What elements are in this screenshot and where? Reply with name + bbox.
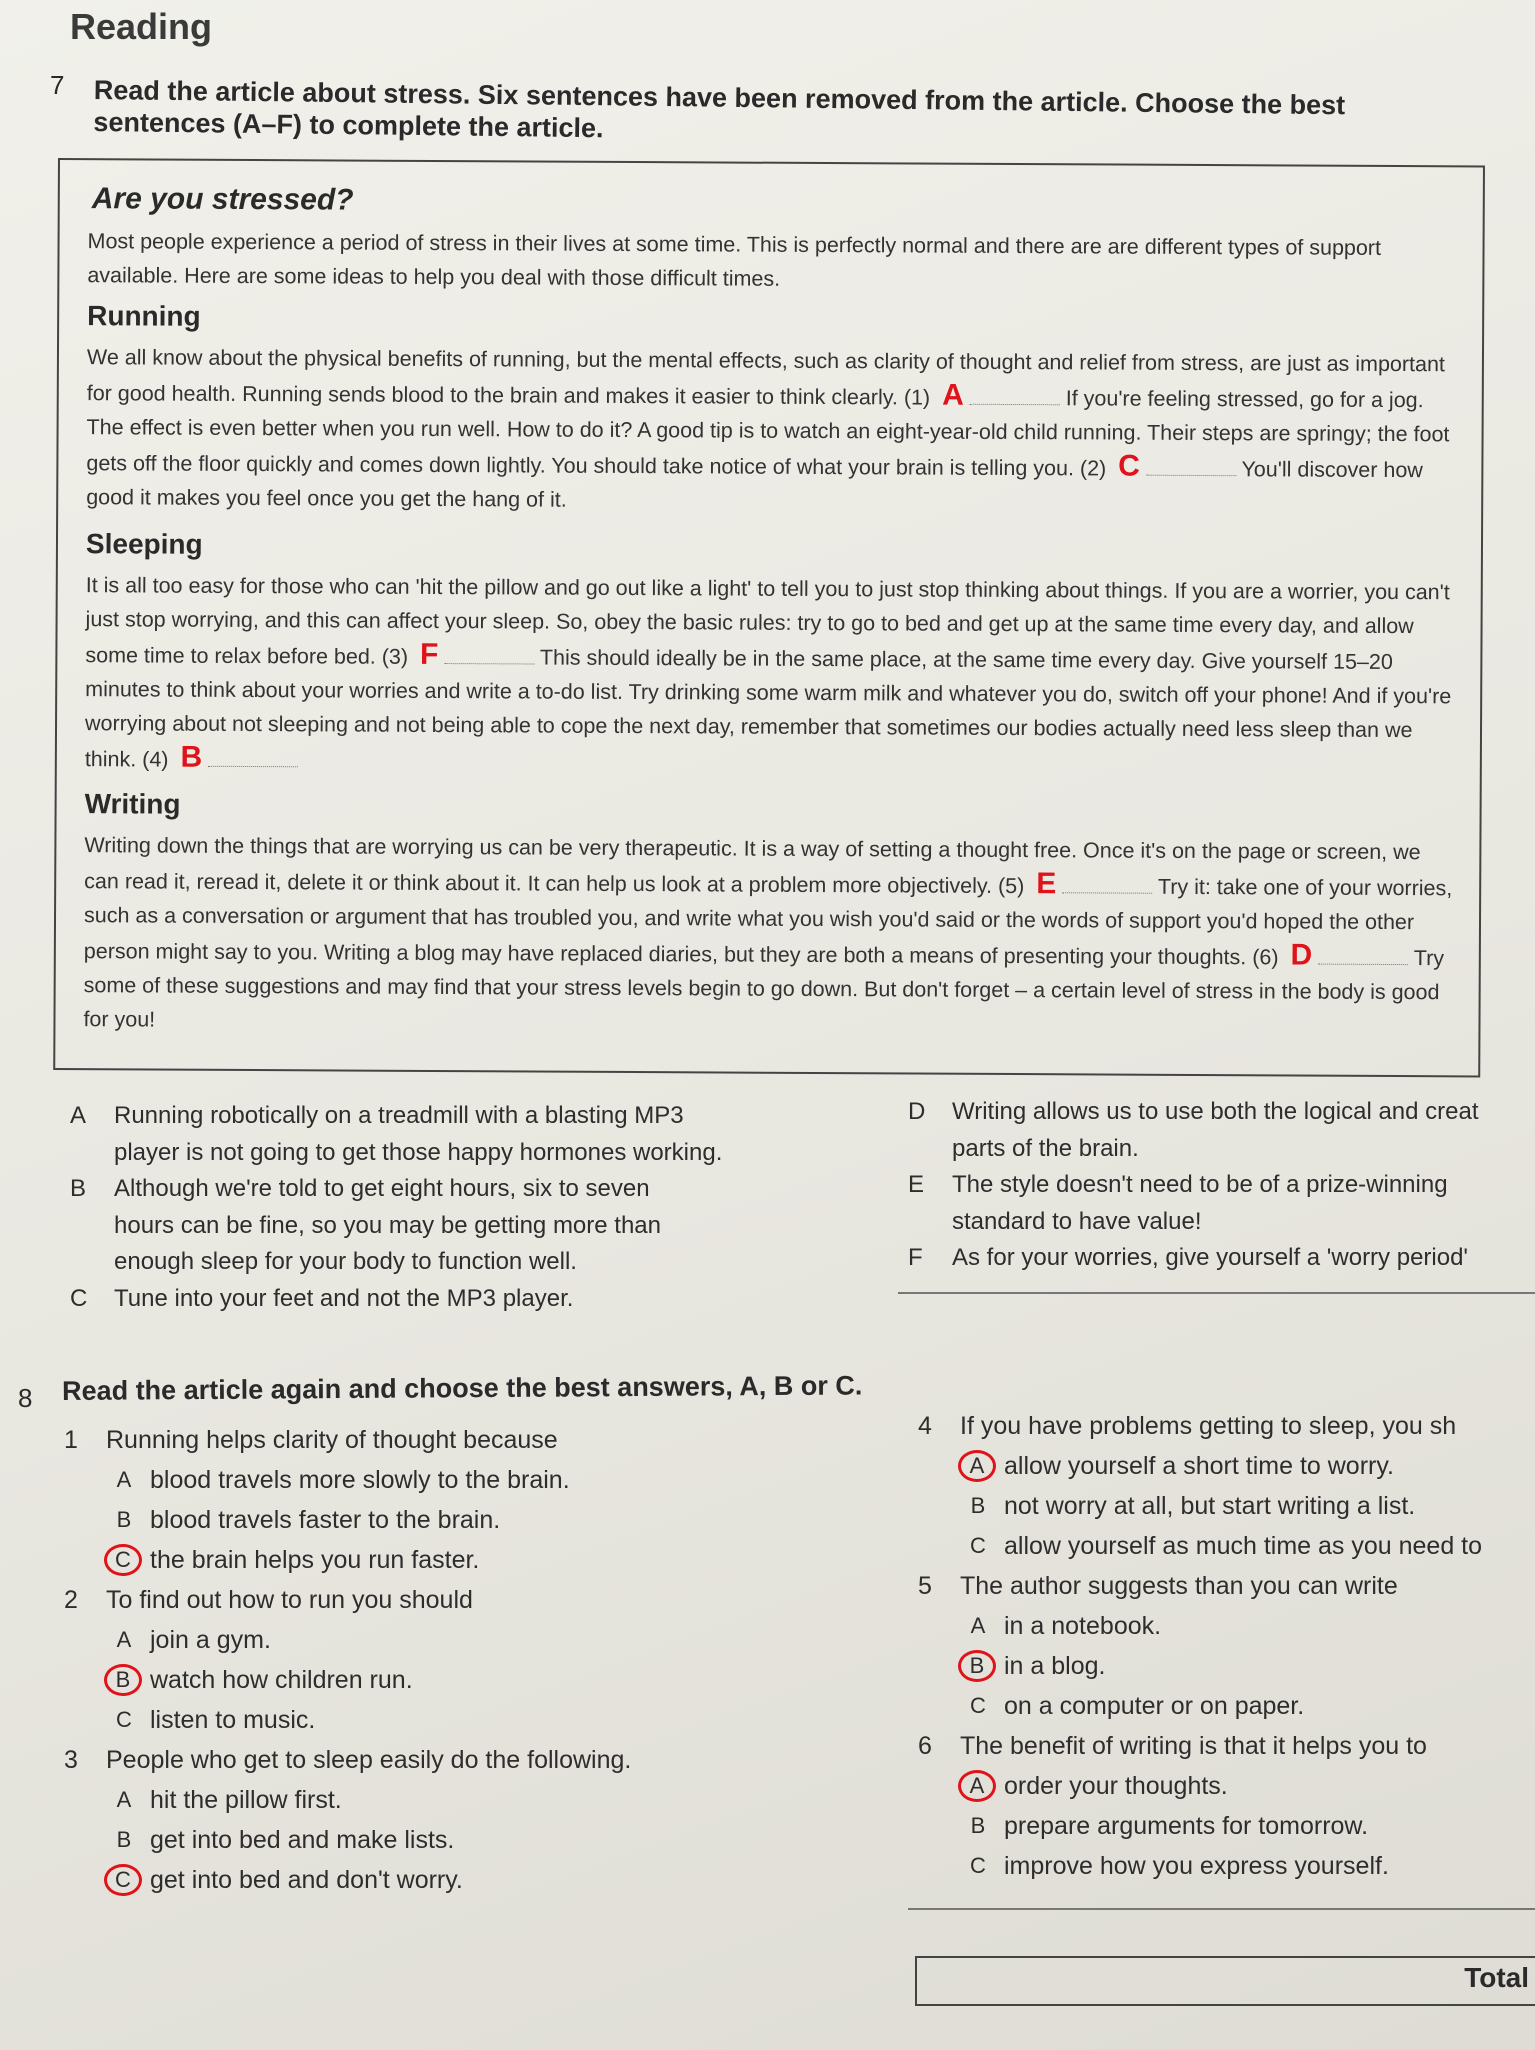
- choice-letter: C: [970, 1853, 986, 1878]
- question-text: The benefit of writing is that it helps you to: [960, 1732, 1427, 1760]
- option-line: Running robotically on a treadmill with a blasting MP3: [114, 1102, 684, 1129]
- selected-choice-circle: A: [958, 1770, 996, 1802]
- choice-text: watch how children run.: [150, 1666, 413, 1694]
- sentence-options-right: [908, 1094, 1535, 1277]
- article-box: [53, 158, 1485, 1077]
- sentence-option: [908, 1240, 1535, 1277]
- choice-letter: B: [116, 1827, 132, 1852]
- choice-letter: B: [116, 1507, 132, 1532]
- choice-text: join a gym.: [150, 1626, 271, 1654]
- questions-left: [64, 1420, 844, 1900]
- total-score-box: [915, 1956, 1535, 2006]
- option-letter: E: [908, 1171, 925, 1198]
- choice-letter: A: [970, 1613, 986, 1638]
- option-line: parts of the brain.: [952, 1134, 1139, 1162]
- sentence-option: [70, 1171, 870, 1281]
- option-line: enough sleep for your body to function well.: [114, 1248, 577, 1275]
- exercise-7-number: 7: [50, 70, 65, 100]
- writing-text-2: Try it: take one of your worries, such as a conversation or argument that has troubled you, and write what you wish you'd said or the words of support you'd hoped the other person might say to you. Writing a blog may have replaced diaries, but they are both a means of presenting your thoughts. (6): [83, 874, 1453, 970]
- choice-text: improve how you express yourself.: [1004, 1852, 1389, 1880]
- choice-text: in a notebook.: [1004, 1612, 1162, 1640]
- section-heading-writing: Writing: [84, 788, 181, 820]
- choice-option-selected[interactable]: [64, 1660, 844, 1700]
- section-text-sleeping: [85, 568, 1456, 783]
- page-heading: Reading: [70, 6, 213, 47]
- sleeping-text-1: It is all too easy for those who can 'hit the pillow and go out like a light' to tell you to just stop thinking about things. If you are a worrier, you can't just stop worrying, and this can affect your sleep. So, obey the basic rules: try to go to bed and get up at the same time every day, and allow some time to relax before bed. (3): [85, 573, 1450, 669]
- selected-choice-circle: B: [958, 1650, 996, 1682]
- choice-option[interactable]: [64, 1460, 844, 1500]
- choice-text: allow yourself as much time as you need to: [1004, 1532, 1483, 1560]
- total-label: Total: [1464, 1962, 1529, 1993]
- option-line: standard to have value!: [952, 1207, 1202, 1235]
- option-letter: B: [70, 1175, 87, 1202]
- gap-4: [208, 766, 298, 767]
- choice-text: on a computer or on paper.: [1004, 1692, 1305, 1720]
- option-line: hours can be fine, so you may be getting more than: [114, 1211, 661, 1239]
- choice-option[interactable]: [918, 1526, 1535, 1566]
- sentence-options-left: [70, 1098, 870, 1317]
- answer-mark-4: B: [180, 740, 203, 774]
- question-stem: [64, 1580, 844, 1620]
- choice-text: not worry at all, but start writing a list.: [1004, 1492, 1416, 1520]
- gap-3: [444, 663, 534, 664]
- sleeping-text-2: This should ideally be in the same place, at the same time every day. Give yourself 15–20 minutes to think about your worries and write a to-do list. Try drinking some warm milk and whatever you do, switch off your phone! And if you're worrying about not sleeping and not being able to cope the next day, remember that sometimes our bodies actually need less sleep than we think. (4): [84, 645, 1452, 772]
- question-stem: [64, 1420, 844, 1460]
- choice-letter: A: [116, 1467, 132, 1492]
- exercise-7-instruction: Read the article about stress. Six sentences have been removed from the article. Choose the best sentences (A–F) to complete the article.: [93, 74, 1346, 144]
- gap-5: [1062, 892, 1152, 893]
- answer-line: [898, 1292, 1535, 1294]
- answer-mark-1: A: [942, 378, 964, 412]
- question-number: 5: [918, 1572, 932, 1600]
- choice-option-selected[interactable]: [918, 1766, 1535, 1806]
- question-text: The author suggests than you can write: [960, 1572, 1398, 1600]
- answer-mark-3: F: [419, 637, 439, 671]
- question-number: 3: [64, 1746, 78, 1774]
- choice-option-selected[interactable]: [918, 1446, 1535, 1486]
- section-heading-running: Running: [87, 300, 201, 332]
- question-text: People who get to sleep easily do the following.: [106, 1746, 632, 1774]
- choice-text: in a blog.: [1004, 1652, 1106, 1680]
- choice-option[interactable]: [64, 1780, 844, 1820]
- option-line: Tune into your feet and not the MP3 player.: [114, 1284, 574, 1312]
- choice-option[interactable]: [918, 1806, 1535, 1846]
- article-intro: Most people experience a period of stress in their lives at some time. This is perfectly normal and there are are different types of support available. Here are some ideas to help you deal with those difficult times.: [87, 229, 1382, 291]
- gap-6: [1318, 964, 1408, 965]
- choice-option[interactable]: [64, 1820, 844, 1860]
- choice-option[interactable]: [918, 1686, 1535, 1726]
- option-line: As for your worries, give yourself a 'worry period': [952, 1244, 1469, 1271]
- sentence-option: [908, 1094, 1535, 1167]
- choice-text: allow yourself a short time to worry.: [1004, 1452, 1394, 1480]
- answer-mark-2: C: [1118, 449, 1140, 483]
- question-number: 6: [918, 1732, 932, 1760]
- question-text: To find out how to run you should: [106, 1586, 473, 1614]
- choice-text: the brain helps you run faster.: [150, 1546, 480, 1574]
- choice-text: listen to music.: [150, 1706, 316, 1734]
- choice-letter: B: [970, 1493, 986, 1518]
- choice-text: blood travels faster to the brain.: [150, 1506, 501, 1534]
- option-line: player is not going to get those happy hormones working.: [114, 1138, 723, 1166]
- running-text-2: If you're feeling stressed, go for a jog. The effect is even better when you run well. How to do it? A good tip is to watch an eight-year-old child running. Their steps are springy; the foot gets off the floor quickly and comes down lightly. You should take notice of what your brain is telling you. (2): [86, 386, 1450, 481]
- option-letter: A: [70, 1102, 87, 1129]
- choice-option-selected[interactable]: [918, 1646, 1535, 1686]
- selected-choice-circle: C: [104, 1864, 142, 1896]
- choice-text: get into bed and make lists.: [150, 1826, 455, 1854]
- choice-option[interactable]: [918, 1606, 1535, 1646]
- choice-letter: A: [116, 1627, 132, 1652]
- choice-text: get into bed and don't worry.: [150, 1866, 463, 1894]
- question-text: Running helps clarity of thought because: [106, 1426, 558, 1454]
- section-heading-sleeping: Sleeping: [85, 528, 203, 560]
- choice-option-selected[interactable]: [64, 1540, 844, 1580]
- option-letter: C: [70, 1284, 88, 1312]
- answer-mark-5: E: [1036, 867, 1057, 901]
- option-line: Although we're told to get eight hours, six to seven: [114, 1175, 650, 1202]
- sentence-option: [908, 1167, 1535, 1240]
- choice-letter: C: [116, 1707, 132, 1732]
- answer-line: [908, 1908, 1535, 1910]
- option-line: The style doesn't need to be of a prize-winning: [952, 1171, 1448, 1198]
- selected-choice-circle: A: [958, 1450, 996, 1482]
- choice-text: blood travels more slowly to the brain.: [150, 1466, 570, 1494]
- option-letter: F: [908, 1244, 923, 1271]
- questions-right: [918, 1406, 1535, 1886]
- sentence-option: [70, 1098, 870, 1171]
- question-stem: [918, 1726, 1535, 1766]
- selected-choice-circle: B: [104, 1664, 142, 1696]
- choice-option[interactable]: [918, 1846, 1535, 1886]
- choice-text: hit the pillow first.: [150, 1786, 342, 1814]
- writing-text-1: Writing down the things that are worrying us can be very therapeutic. It is a way of setting a thought free. Once it's on the page or screen, we can read it, reread it, delete it or think about it. It can help us look at a problem more objectively. (5): [84, 833, 1421, 899]
- exercise-8-instruction: Read the article again and choose the best answers, A, B or C.: [62, 1370, 863, 1406]
- option-line: Writing allows us to use both the logical and creat: [952, 1098, 1479, 1125]
- question-stem: [918, 1406, 1535, 1446]
- choice-text: order your thoughts.: [1004, 1772, 1228, 1800]
- writing-text-3: Try some of these suggestions and may find that your stress levels begin to go down. But don't forget – a certain level of stress in the body is good for you!: [83, 946, 1445, 1032]
- gap-2: [1146, 475, 1236, 476]
- option-letter: D: [908, 1098, 926, 1125]
- question-text: If you have problems getting to sleep, you sh: [960, 1412, 1457, 1440]
- gap-1: [970, 404, 1060, 405]
- answer-mark-6: D: [1290, 938, 1313, 972]
- question-stem: [64, 1740, 844, 1780]
- choice-option[interactable]: [64, 1620, 844, 1660]
- article-title: Are you stressed?: [91, 182, 354, 217]
- question-stem: [918, 1566, 1535, 1606]
- choice-letter: B: [970, 1813, 986, 1838]
- section-text-writing: [83, 828, 1454, 1043]
- section-text-running: [86, 340, 1457, 521]
- question-number: 1: [64, 1426, 78, 1454]
- selected-choice-circle: C: [104, 1544, 142, 1576]
- running-text-1: We all know about the physical benefits of running, but the mental effects, such as clarity of thought and relief from stress, are just as important for good health. Running sends blood to the brain and makes it easier to think clearly. (1): [86, 345, 1446, 410]
- running-text-3: You'll discover how good it makes you feel once you get the hang of it.: [86, 457, 1423, 512]
- choice-letter: C: [970, 1533, 986, 1558]
- exercise-8-number: 8: [18, 1383, 33, 1413]
- choice-option[interactable]: [64, 1500, 844, 1540]
- choice-option[interactable]: [918, 1486, 1535, 1526]
- choice-text: prepare arguments for tomorrow.: [1004, 1812, 1369, 1840]
- choice-option[interactable]: [64, 1700, 844, 1740]
- choice-letter: C: [970, 1693, 986, 1718]
- question-number: 2: [64, 1586, 78, 1614]
- question-number: 4: [918, 1412, 932, 1440]
- sentence-option: [70, 1281, 870, 1318]
- choice-option-selected[interactable]: [64, 1860, 844, 1900]
- choice-letter: A: [116, 1787, 132, 1812]
